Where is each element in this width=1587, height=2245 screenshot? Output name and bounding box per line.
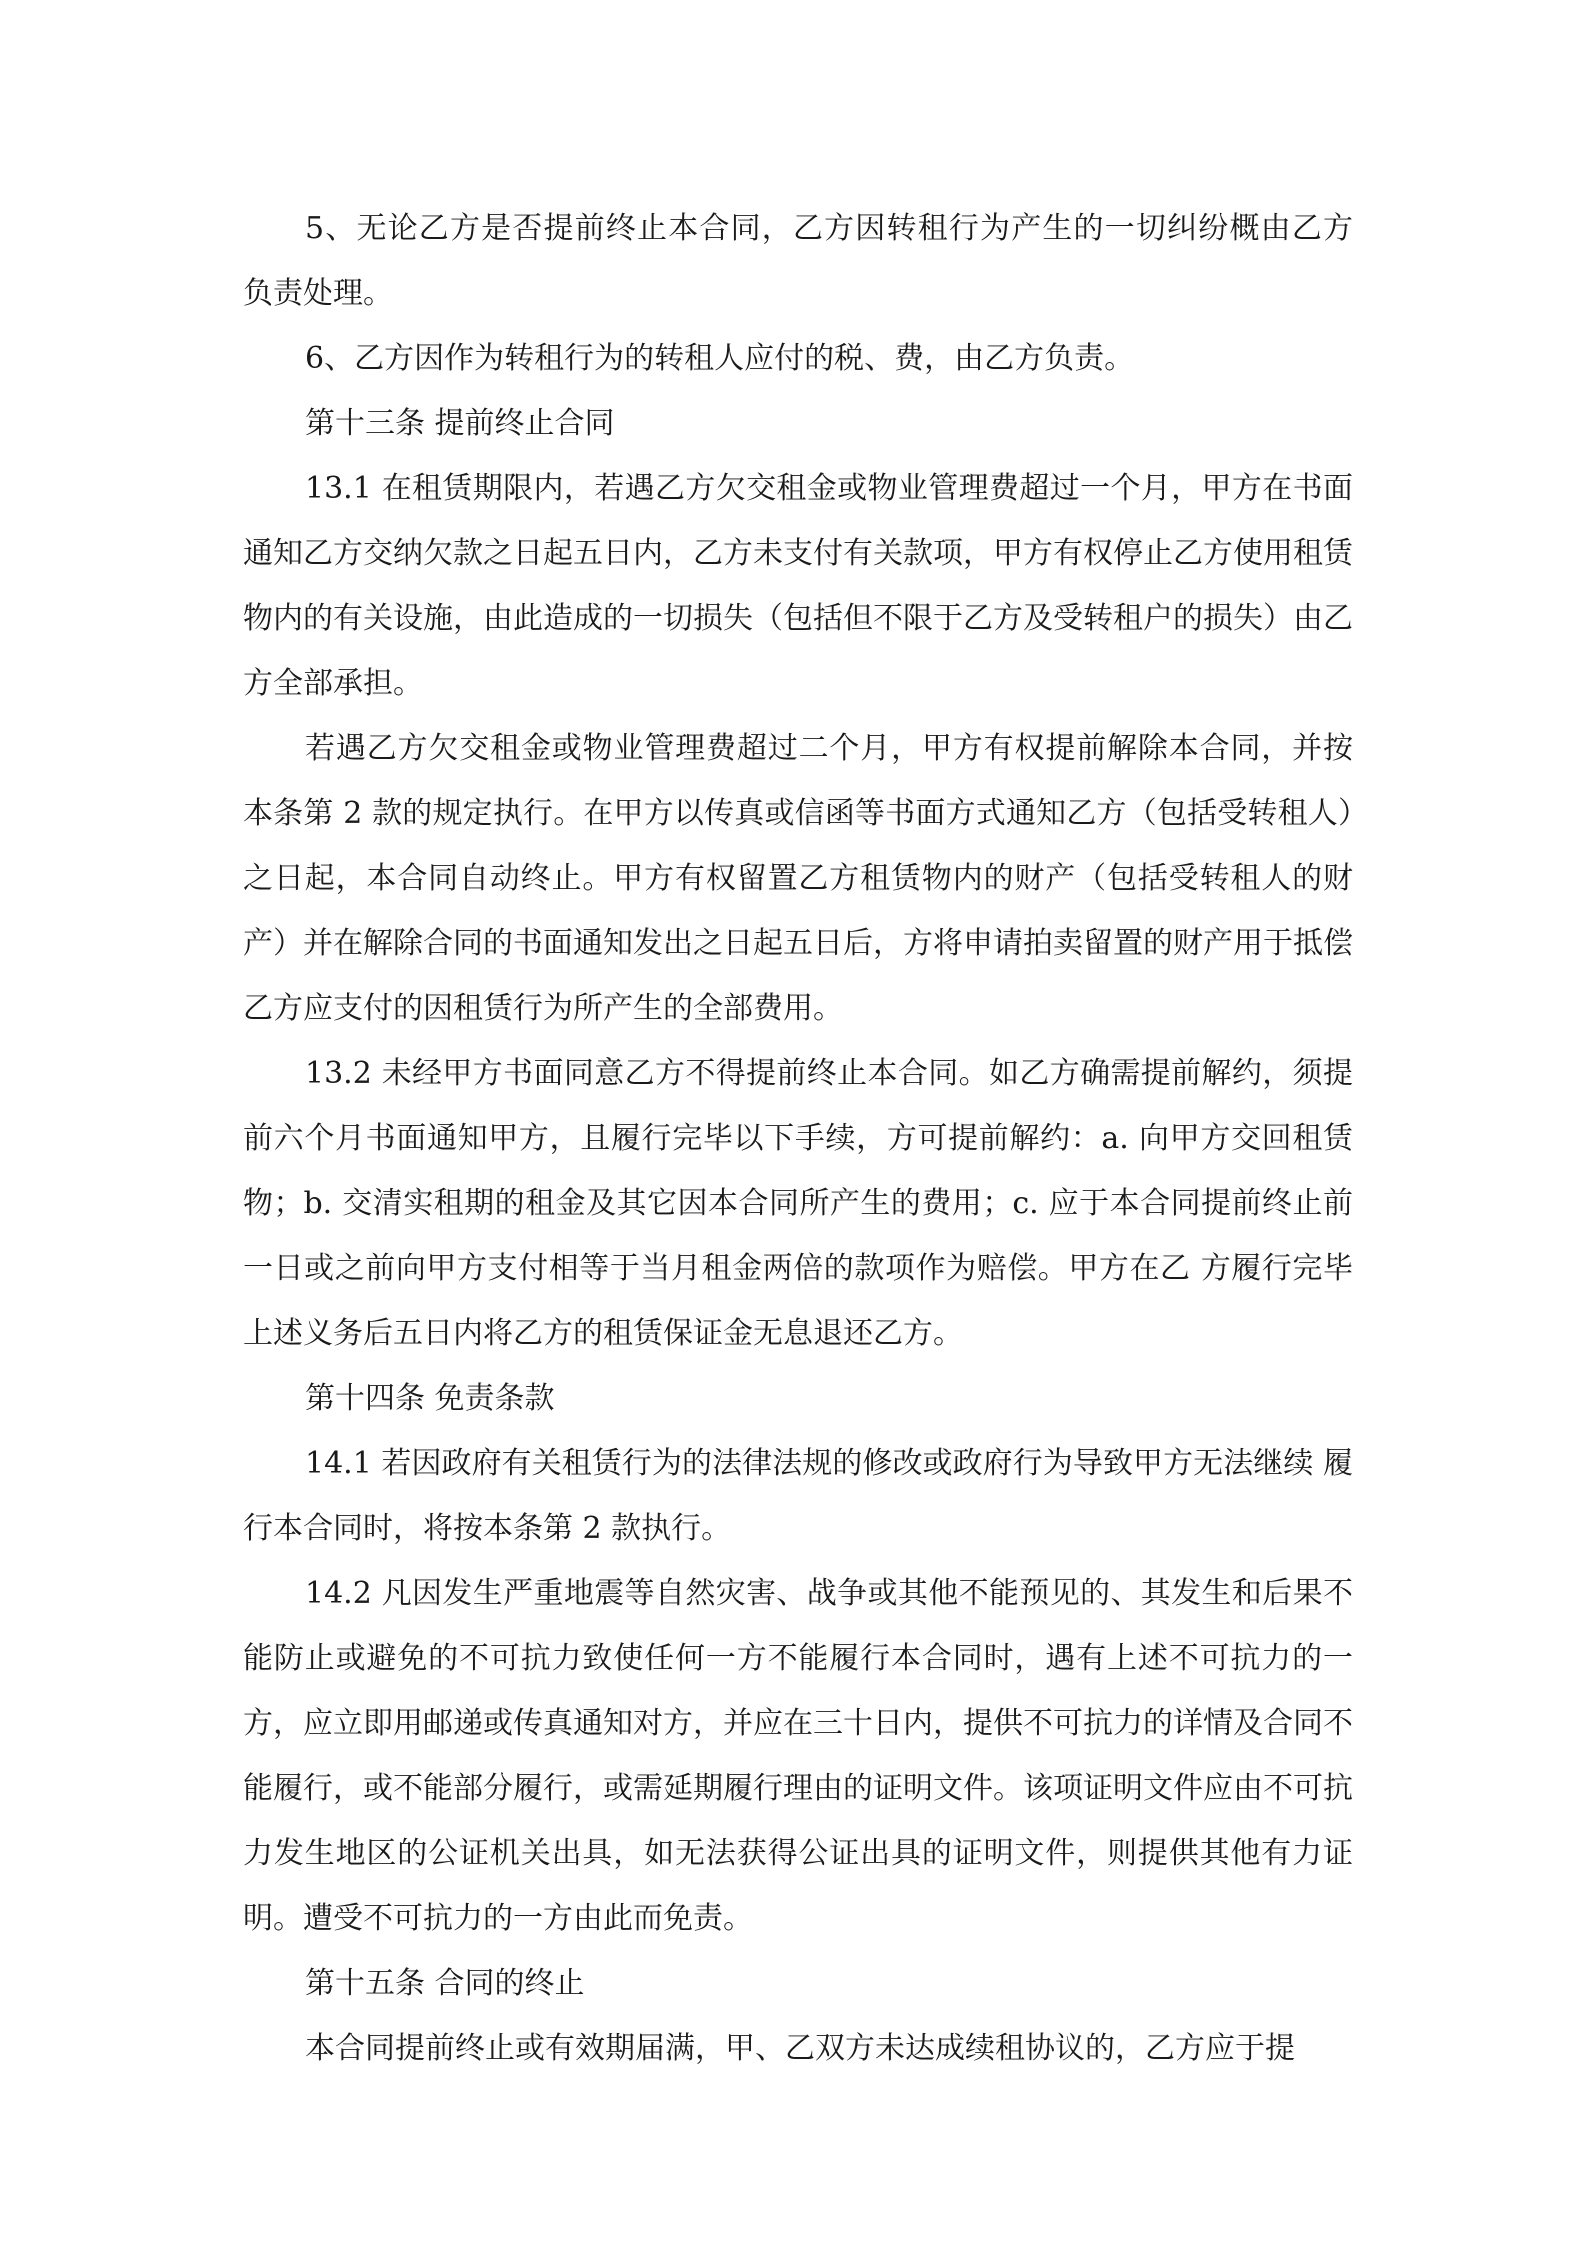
clause-13-1-continuation-paragraph: 若遇乙方欠交租金或物业管理费超过二个月，甲方有权提前解除本合同，并按本条第 2 款的规定执行。在甲方以传真或信函等书面方式通知乙方（包括受转租人）之日起，本合同自动终止。甲方有权留置乙方租赁物内的财产（包括受转租人的财产）并在解除合同的书面通知发出之日起五日后，方将申请拍卖留置的财产用于抵偿乙方应支付的因租赁行为所产生的全部费用。: [243, 731, 1353, 1026]
article-15-paragraph: 本合同提前终止或有效期届满，甲、乙双方未达成续租协议的，乙方应于提: [305, 2031, 1295, 2066]
clause-14-1-paragraph: 14.1 若因政府有关租赁行为的法律法规的修改或政府行为导致甲方无法继续 履行本合同时，将按本条第 2 款执行。: [243, 1446, 1353, 1546]
article-14-heading: 第十四条 免责条款: [305, 1381, 555, 1416]
clause-12-6-paragraph: 6、乙方因作为转租行为的转租人应付的税、费，由乙方负责。: [305, 341, 1135, 376]
article-15-heading: 第十五条 合同的终止: [305, 1966, 585, 2001]
clause-13-2-paragraph: 13.2 未经甲方书面同意乙方不得提前终止本合同。如乙方确需提前解约，须提前六个月书面通知甲方，且履行完毕以下手续，方可提前解约：a. 向甲方交回租赁物；b. 交清实租期的租金及其它因本合同所产生的费用；c. 应于本合同提前终止前一日或之前向甲方支付相等于当月租金两倍的款项作为赔偿。甲方在乙 方履行完毕上述义务后五日内将乙方的租赁保证金无息退还乙方。: [243, 1056, 1353, 1351]
document-body: [243, 196, 1353, 2081]
clause-13-1-paragraph: 13.1 在租赁期限内，若遇乙方欠交租金或物业管理费超过一个月，甲方在书面通知乙方交纳欠款之日起五日内，乙方未支付有关款项，甲方有权停止乙方使用租赁物内的有关设施，由此造成的一切损失（包括但不限于乙方及受转租户的损失）由乙方全部承担。: [243, 471, 1353, 701]
clause-14-2-paragraph: 14.2 凡因发生严重地震等自然灾害、战争或其他不能预见的、其发生和后果不能防止或避免的不可抗力致使任何一方不能履行本合同时，遇有上述不可抗力的一方，应立即用邮递或传真通知对方，并应在三十日内，提供不可抗力的详情及合同不能履行，或不能部分履行，或需延期履行理由的证明文件。该项证明文件应由不可抗力发生地区的公证机关出具，如无法获得公证出具的证明文件，则提供其他有力证明。遭受不可抗力的一方由此而免责。: [243, 1576, 1353, 1936]
article-13-heading: 第十三条 提前终止合同: [305, 406, 615, 441]
clause-12-5-paragraph: 5、无论乙方是否提前终止本合同，乙方因转租行为产生的一切纠纷概由乙方 负责处理。: [243, 211, 1353, 311]
